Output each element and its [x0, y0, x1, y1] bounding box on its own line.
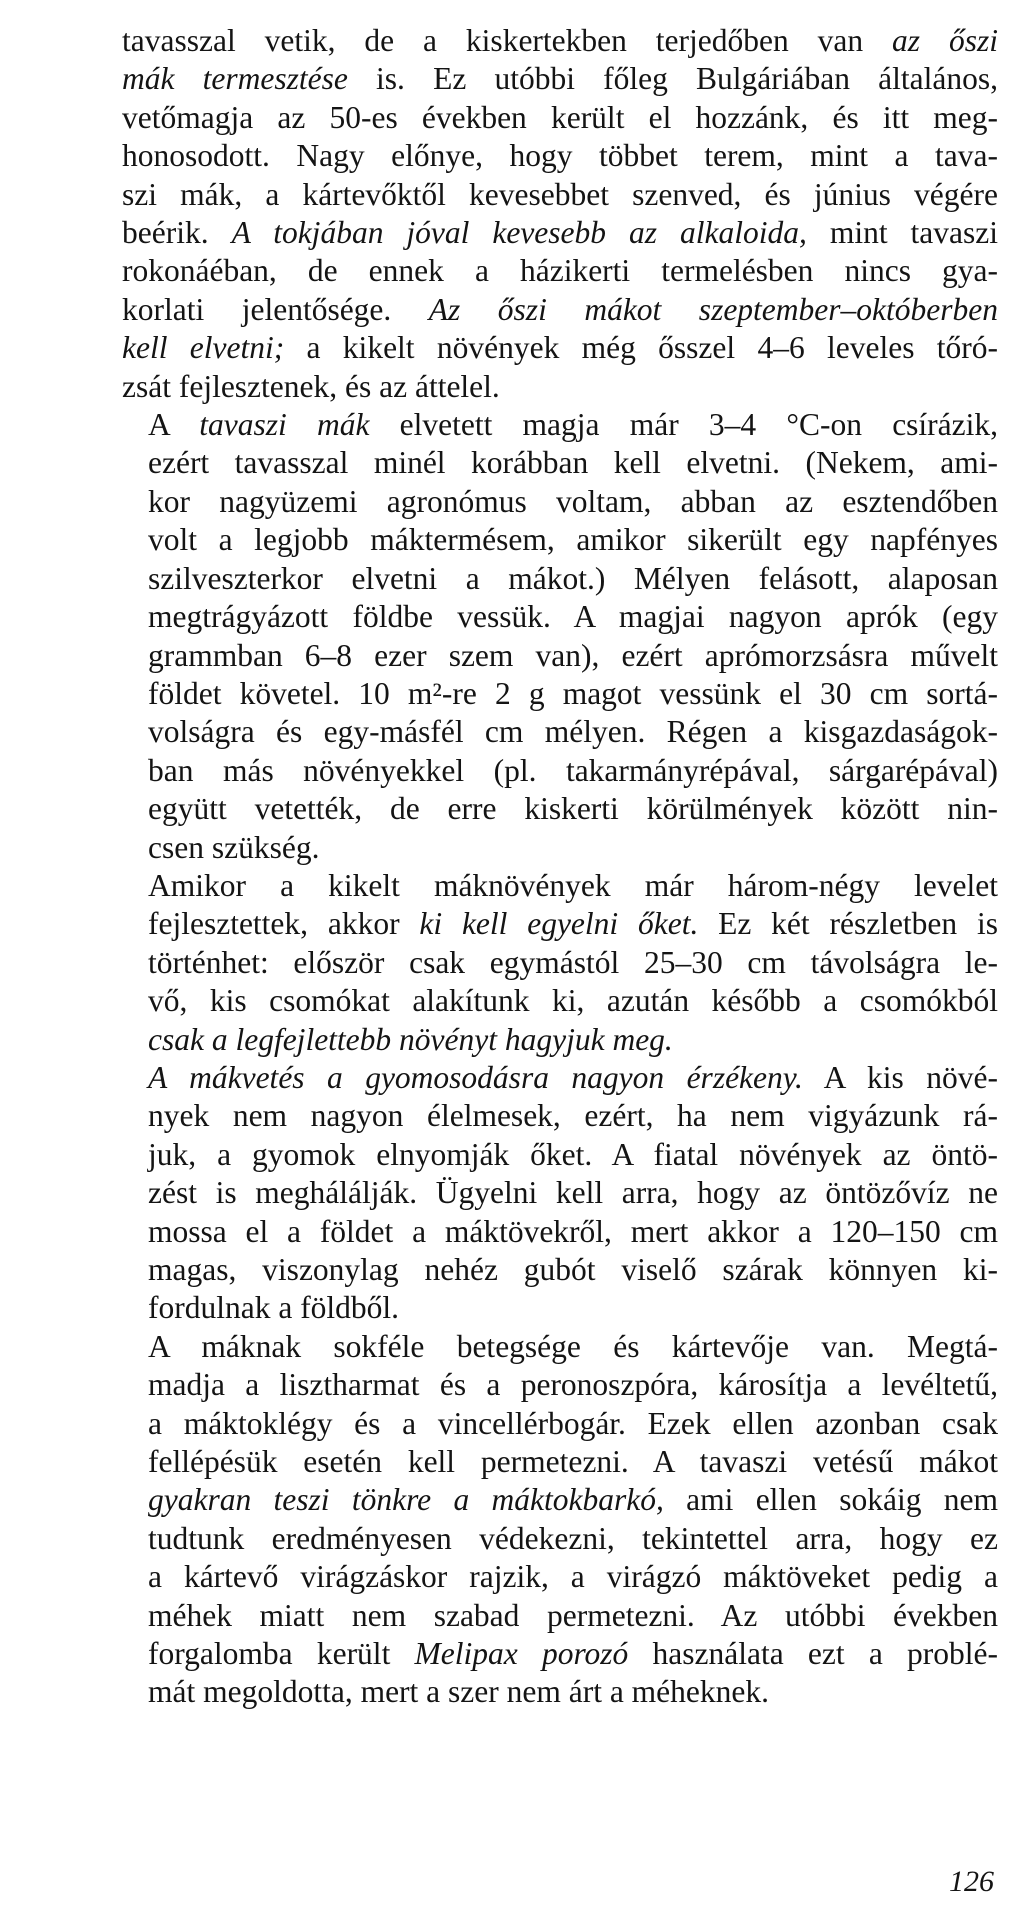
paragraph — [122, 22, 998, 406]
text-run: a máktoklégy és a vincellérbogár. Ezek ellen azonban csak — [148, 1405, 998, 1441]
italic-text-run: mák termesztése — [122, 61, 348, 97]
text-line — [122, 1174, 998, 1212]
text-run: mát megoldotta, mert a szer nem árt a méheknek. — [148, 1674, 770, 1710]
text-line — [122, 867, 998, 905]
text-run: zést is meghálálják. Ügyelni kell arra, hogy az öntözővíz ne — [148, 1175, 998, 1211]
text-run: volt a legjobb máktermésem, amikor sikerült egy napfényes — [148, 522, 998, 558]
text-line — [122, 1213, 998, 1251]
italic-text-run: csak a legfejlettebb növényt hagyjuk meg. — [148, 1021, 673, 1057]
text-line — [122, 829, 998, 867]
text-run: A kis növé- — [802, 1059, 998, 1095]
text-run: fordulnak a földből. — [148, 1290, 400, 1326]
text-line — [122, 329, 998, 367]
text-run: A — [148, 407, 200, 443]
text-run: A máknak sokféle betegsége és kártevője van. Megtá- — [148, 1328, 998, 1364]
text-line — [122, 521, 998, 559]
text-line — [122, 598, 998, 636]
text-run: méhek miatt nem szabad permetezni. Az utóbbi években — [148, 1597, 998, 1633]
text-run: ban más növényekkel (pl. takarmányrépával, sárgarépával) — [148, 752, 998, 788]
text-line — [122, 60, 998, 98]
text-run: fejlesztettek, akkor — [148, 906, 420, 942]
text-run: elvetett magja már 3–4 °C-on csírázik, — [369, 407, 999, 443]
italic-text-run: az őszi — [892, 23, 998, 58]
text-run: együtt vetették, de erre kiskerti körülmények között nin- — [148, 791, 998, 827]
page-number: 126 — [949, 1865, 994, 1898]
text-run: kor nagyüzemi agronómus voltam, abban az esztendőben — [148, 483, 998, 519]
text-line — [122, 944, 998, 982]
text-run: szi mák, a kártevőktől kevesebbet szenved, és június végére — [122, 176, 998, 212]
text-run: juk, a gyomok elnyomják őket. A fiatal növények az öntö- — [148, 1136, 998, 1172]
text-run: is. Ez utóbbi főleg Bulgáriában általános, — [347, 61, 998, 97]
text-run: korlati jelentősége. — [122, 291, 429, 327]
text-run: csen szükség. — [148, 829, 320, 865]
text-run: magas, viszonylag nehéz gubót viselő szárak könnyen ki- — [148, 1252, 998, 1287]
text-line — [122, 1289, 998, 1327]
italic-text-run: A mákvetés a gyomosodásra nagyon érzékeny. — [148, 1059, 803, 1095]
text-run: történhet: először csak egymástól 25–30 cm távolságra le- — [148, 944, 998, 980]
text-line — [122, 1443, 998, 1481]
text-run: rokonáéban, de ennek a házikerti termelésben nincs gya- — [122, 253, 998, 289]
text-run: beérik. — [122, 215, 232, 251]
text-line — [122, 1251, 998, 1289]
text-line — [122, 176, 998, 214]
text-line — [122, 1059, 998, 1097]
text-line — [122, 1597, 998, 1635]
text-run: Ez két részletben is — [698, 906, 998, 942]
text-line — [122, 1097, 998, 1135]
text-run: Amikor a kikelt máknövények már három-négy levelet — [148, 867, 998, 903]
text-line — [122, 637, 998, 675]
italic-text-run: gyakran teszi tönkre a máktokbarkó, — [148, 1482, 664, 1518]
paragraph — [122, 1328, 998, 1712]
text-line — [122, 1136, 998, 1174]
text-line — [122, 99, 998, 137]
text-run: vetőmagja az 50-es években került el hozzánk, és itt meg- — [122, 99, 998, 135]
text-line — [122, 1481, 998, 1519]
text-line — [122, 905, 998, 943]
text-line — [122, 22, 998, 60]
text-run: megtrágyázott földbe vessük. A magjai nagyon aprók (egy — [148, 599, 998, 635]
text-line — [122, 1520, 998, 1558]
text-run: ezért tavasszal minél korábban kell elvetni. (Nekem, ami- — [148, 445, 998, 481]
text-line — [122, 1673, 998, 1711]
text-line — [122, 1328, 998, 1366]
text-run: mint tavaszi — [806, 215, 998, 251]
text-line — [122, 1405, 998, 1443]
italic-text-run: ki kell egyelni őket. — [419, 906, 699, 942]
text-line — [122, 752, 998, 790]
text-line — [122, 483, 998, 521]
text-run: szilveszterkor elvetni a mákot.) Mélyen felásott, alaposan — [148, 560, 998, 596]
text-line — [122, 291, 998, 329]
text-run: nyek nem nagyon élelmesek, ezért, ha nem vigyázunk rá- — [148, 1098, 998, 1134]
text-line — [122, 137, 998, 175]
text-line — [122, 1558, 998, 1596]
text-line — [122, 675, 998, 713]
text-run: tudtunk eredményesen védekezni, tekintettel arra, hogy ez — [148, 1520, 998, 1556]
text-run: földet követel. 10 m²-re 2 g magot vessünk el 30 cm sortá- — [148, 675, 998, 711]
text-run: volságra és egy-másfél cm mélyen. Régen a kisgazdaságok- — [148, 714, 998, 750]
text-line — [122, 790, 998, 828]
text-run: a kikelt növények még ősszel 4–6 leveles tőró- — [284, 330, 998, 366]
text-line — [122, 560, 998, 598]
text-run: forgalomba került — [148, 1636, 415, 1672]
paragraph — [122, 1059, 998, 1328]
book-page-body — [122, 22, 998, 1712]
text-line — [122, 252, 998, 290]
text-line — [122, 214, 998, 252]
text-run: grammban 6–8 ezer szem van), ezért aprómorzsásra művelt — [148, 637, 998, 673]
text-run: honosodott. Nagy előnye, hogy többet terem, mint a tava- — [122, 138, 998, 174]
paragraph — [122, 867, 998, 1059]
text-run: tavasszal vetik, de a kiskertekben terjedőben van — [122, 23, 893, 58]
text-run: madja a lisztharmat és a peronoszpóra, károsítja a levéltetű, — [148, 1367, 998, 1403]
text-line — [122, 982, 998, 1020]
text-run: használata ezt a problé- — [628, 1636, 998, 1672]
text-run: a kártevő virágzáskor rajzik, a virágzó máktöveket pedig a — [148, 1559, 998, 1595]
text-run: fellépésük esetén kell permetezni. A tavaszi vetésű mákot — [148, 1444, 998, 1480]
text-run: ami ellen sokáig nem — [663, 1482, 998, 1518]
text-line — [122, 368, 998, 406]
italic-text-run: kell elvetni; — [122, 330, 285, 366]
text-line — [122, 713, 998, 751]
text-line — [122, 406, 998, 444]
italic-text-run: tavaszi mák — [199, 407, 370, 443]
italic-text-run: Az őszi mákot szeptember–októberben — [428, 291, 998, 327]
text-run: mossa el a földet a máktövekről, mert akkor a 120–150 cm — [148, 1213, 998, 1249]
text-run: zsát fejlesztenek, és az áttelel. — [122, 368, 500, 404]
text-line — [122, 1366, 998, 1404]
text-run: vő, kis csomókat alakítunk ki, azután később a csomókból — [148, 983, 998, 1019]
text-line — [122, 1021, 998, 1059]
paragraph — [122, 406, 998, 867]
italic-text-run: A tokjában jóval kevesebb az alkaloida, — [231, 215, 807, 251]
text-line — [122, 1635, 998, 1673]
italic-text-run: Melipax porozó — [414, 1636, 629, 1672]
text-line — [122, 444, 998, 482]
